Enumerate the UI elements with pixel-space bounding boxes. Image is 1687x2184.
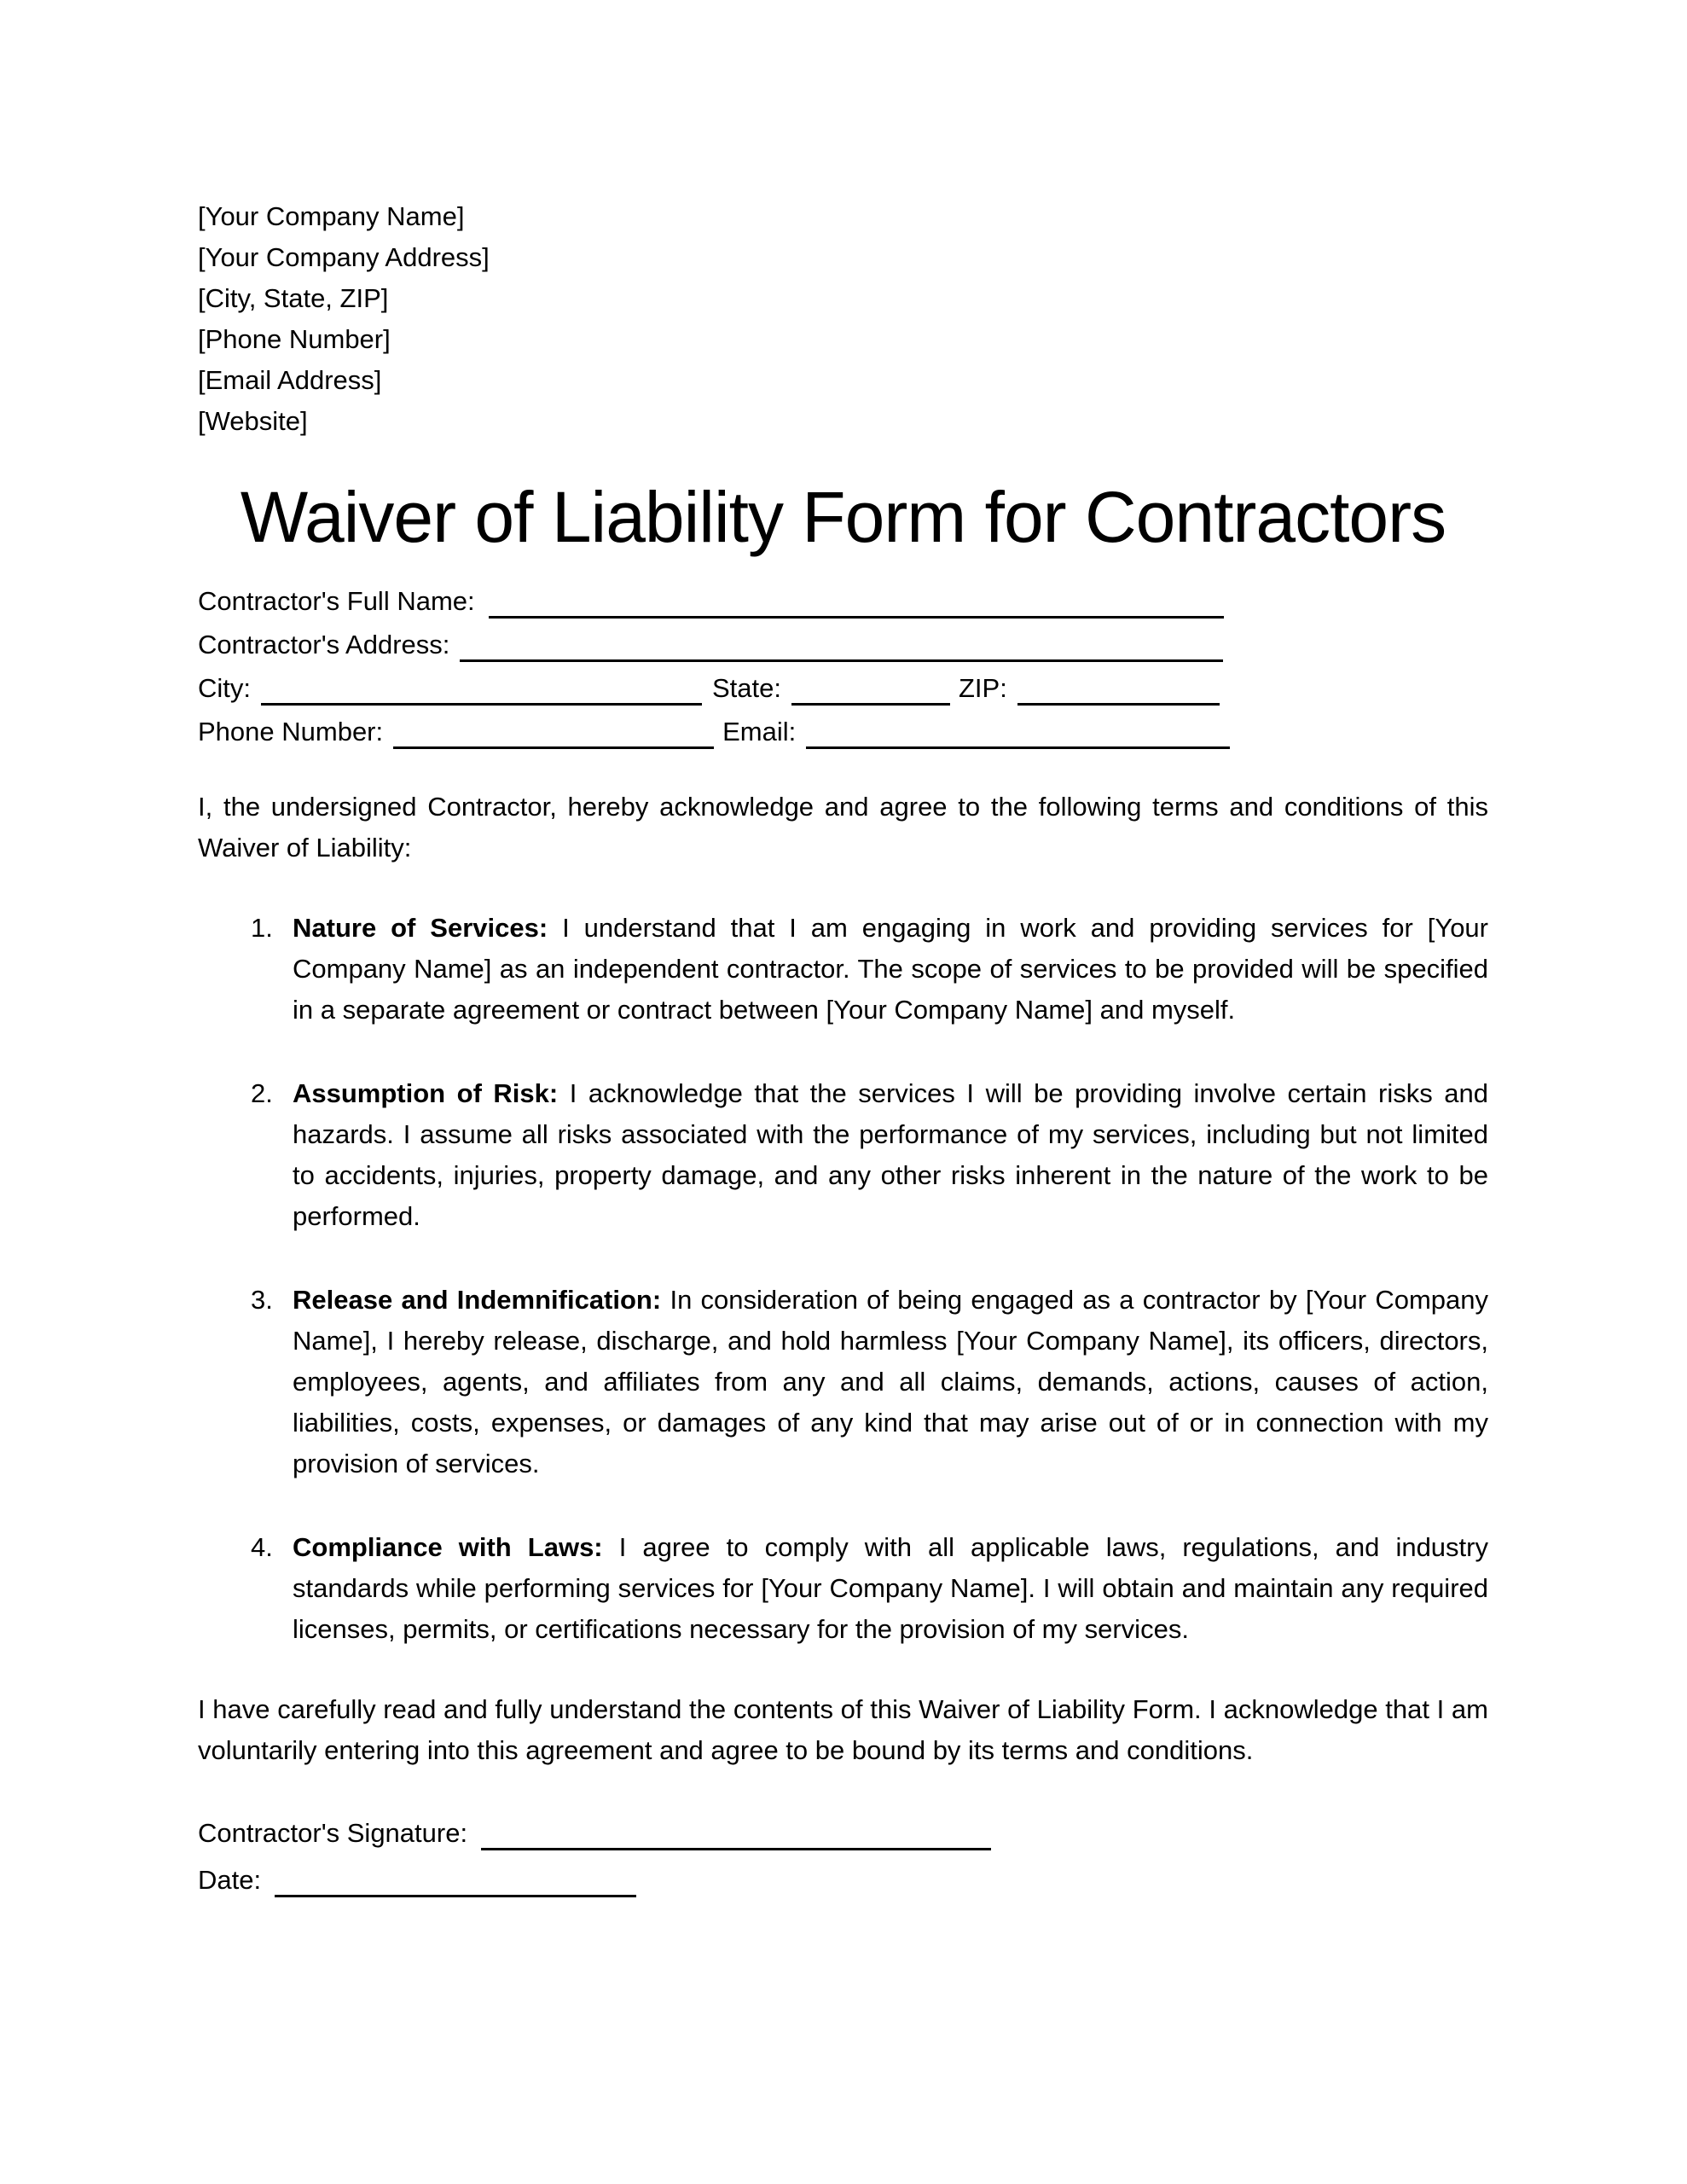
contractor-info-form: [198, 582, 1488, 749]
date-row: [198, 1861, 1488, 1897]
term-body: I acknowledge that the services I will be providing involve certain risks and hazards. I assume all risks associated with the performance of my services, including but not limited to accidents, injuries, property damage, and any other risks inherent in the nature of the work to be performed.: [293, 1078, 1489, 1231]
address-label: Contractor's Address:: [198, 630, 450, 659]
term-number: 2.: [251, 1078, 273, 1108]
terms-list: [198, 908, 1488, 1650]
intro-paragraph: I, the undersigned Contractor, hereby acknowledge and agree to the following terms and conditions of this Waiver of Liability:: [198, 792, 1488, 863]
company-name-line: [Your Company Name]: [198, 201, 465, 231]
term-text: [293, 1280, 1488, 1484]
phone-label: Phone Number:: [198, 717, 384, 746]
city-label: City:: [198, 673, 251, 703]
city-state-zip-row: [198, 669, 1488, 706]
city-blank-line: [261, 669, 702, 706]
document-title: Waiver of Liability Form for Contractors: [240, 477, 1446, 557]
full-name-blank-line: [489, 582, 1224, 619]
full-name-label: Contractor's Full Name:: [198, 586, 475, 616]
full-name-row: [198, 582, 1488, 619]
term-body: I agree to comply with all applicable laws, regulations, and industry standards while performing services for [Your Company Name]. I will obtain and maintain any required licenses, permits, or certifications necessary for the provision of my services.: [293, 1532, 1488, 1644]
date-blank-line: [275, 1861, 636, 1897]
term-item-compliance-with-laws: [198, 1527, 1488, 1650]
term-item-release-indemnification: [198, 1280, 1488, 1484]
term-title: Nature of Services:: [293, 913, 548, 943]
company-website-line: [Website]: [198, 406, 308, 436]
term-body: I understand that I am engaging in work and providing services for [Your Company Name] as an independent contractor. The scope of services to be provided will be specified in a separate agreement or contract between [Your Company Name] and myself.: [293, 913, 1488, 1025]
phone-email-row: [198, 712, 1488, 749]
zip-blank-line: [1017, 669, 1220, 706]
term-text: [293, 1073, 1488, 1237]
company-phone-line: [Phone Number]: [198, 324, 391, 354]
term-number: 1.: [251, 913, 273, 943]
term-item-nature-of-services: [198, 908, 1488, 1031]
signature-blank-line: [481, 1814, 991, 1850]
term-number: 3.: [251, 1285, 273, 1315]
phone-blank-line: [393, 712, 714, 749]
email-blank-line: [806, 712, 1230, 749]
term-item-assumption-of-risk: [198, 1073, 1488, 1237]
signature-label: Contractor's Signature:: [198, 1818, 468, 1848]
email-label: Email:: [722, 717, 797, 746]
company-city-state-zip-line: [City, State, ZIP]: [198, 283, 389, 313]
date-label: Date:: [198, 1865, 262, 1895]
address-blank-line: [460, 625, 1223, 662]
signature-section: [198, 1814, 1488, 1897]
term-text: [293, 1527, 1488, 1650]
term-number: 4.: [251, 1532, 273, 1562]
signature-row: [198, 1814, 1488, 1850]
address-row: [198, 625, 1488, 662]
term-title: Release and Indemnification:: [293, 1285, 662, 1315]
term-body: In consideration of being engaged as a contractor by [Your Company Name], I hereby release, discharge, and hold harmless [Your Company Name], its officers, directors, employees, agents, and affiliates from any and all claims, demands, actions, causes of action, liabilities, costs, expenses, or damages of any kind that may arise out of or in connection with my provision of services.: [293, 1285, 1488, 1478]
state-blank-line: [791, 669, 950, 706]
term-text: [293, 908, 1488, 1031]
state-label: State:: [712, 673, 781, 703]
company-address-line: [Your Company Address]: [198, 242, 490, 272]
term-title: Assumption of Risk:: [293, 1078, 559, 1108]
company-email-line: [Email Address]: [198, 365, 382, 395]
term-title: Compliance with Laws:: [293, 1532, 603, 1562]
closing-paragraph: I have carefully read and fully understand the contents of this Waiver of Liability Form. I acknowledge that I am voluntarily entering into this agreement and agree to be bound by its terms and conditions.: [198, 1694, 1488, 1765]
company-info-block: [198, 196, 1488, 442]
zip-label: ZIP:: [959, 673, 1007, 703]
